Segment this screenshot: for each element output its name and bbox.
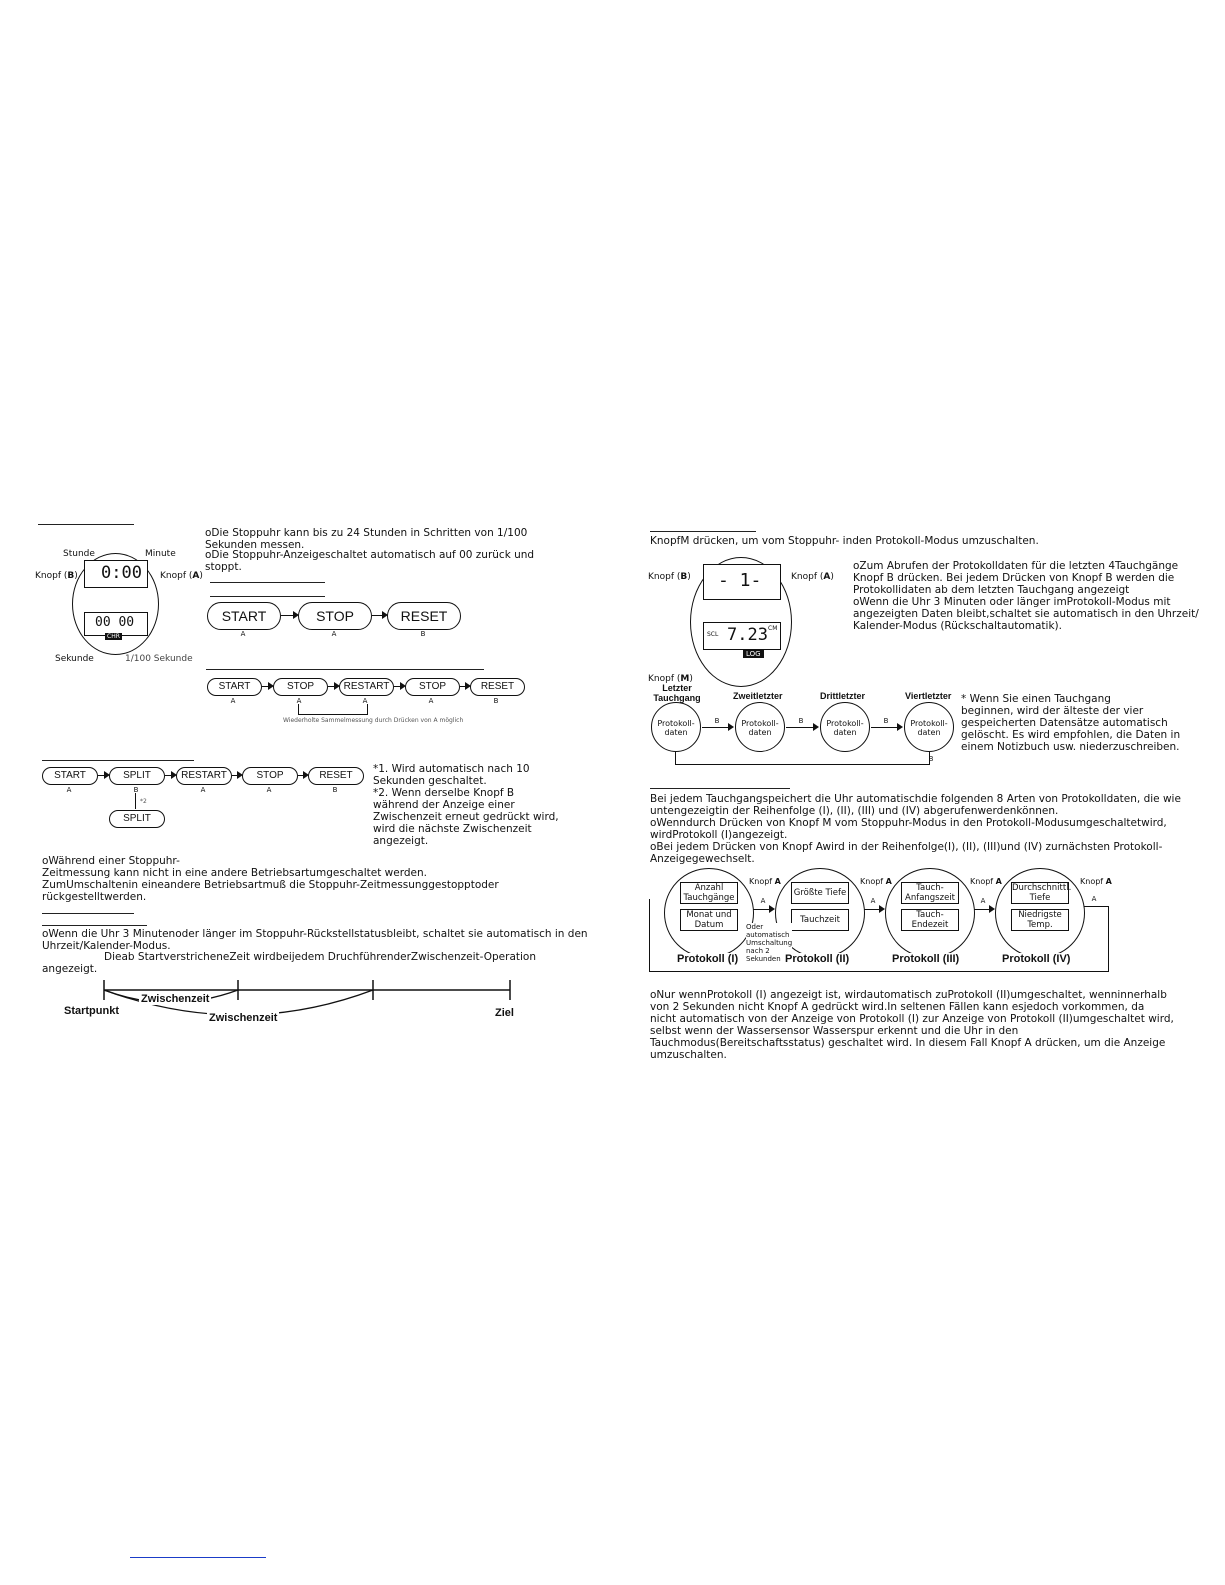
stop-step: STOP <box>405 678 460 696</box>
button-letter-a: A <box>760 897 766 905</box>
protocol-4-box1: Durchschnittl. Tiefe <box>1012 883 1072 903</box>
label-knopf-a: Knopf (A) <box>791 572 834 582</box>
protocol-1-box2: Monat und Datum <box>680 909 738 931</box>
flow-arrow <box>165 775 175 776</box>
start-step: START <box>42 767 98 785</box>
flow-arrow <box>871 727 901 728</box>
button-letter-a: A <box>870 897 876 905</box>
final-note: oNur wennProtokoll (I) angezeigt ist, wirdautomatisch zuProtokoll (II)umgeschaltet, wenninnerhalb von 2 Sekunden nicht Knopf A gedrückt wird.In seltenen Fällen kann esjedoch vorkommen, da nicht automatisch von der Anzeige von Protokoll (I) zur Anzeige von Protokoll (II)umgeschaltet wird, selbst wenn der Wassersensor Wasserspur erkennt und die Uhr in den Tauchmodus(Bereitschaftsstatus) geschaltet wird. In diesem Fall Knopf A drücken, um die Anzeige umzuschalten. <box>650 989 1174 1061</box>
button-letter-a: A <box>331 630 337 638</box>
stopwatch-diagram <box>30 540 205 670</box>
watch-display-bottom <box>84 612 148 640</box>
stop-step: STOP <box>273 678 328 696</box>
auto-switch-note: Oder automatisch Umschaltung nach 2 Sekunden <box>746 923 793 963</box>
protocol-return-right <box>1108 906 1109 971</box>
switch-text: KnopfM drücken, um vom Stoppuhr- inden Protokoll-Modus umzuschalten. <box>650 535 1039 547</box>
button-letter: A <box>230 697 236 705</box>
return-loop <box>675 752 930 765</box>
reset-button: RESET <box>387 602 461 630</box>
protocol-3-knopf: Knopf A <box>970 877 1002 886</box>
section-rule <box>650 531 756 532</box>
label-knopf-b: Knopf (B) <box>35 571 78 581</box>
flow-arrow <box>864 909 883 910</box>
display-top-value: 0:00 <box>101 563 142 583</box>
flow-arrow <box>98 775 108 776</box>
label-knopf-a: Knopf (A) <box>160 571 203 581</box>
reset-step: RESET <box>308 767 364 785</box>
repeat-loop <box>298 704 368 715</box>
button-letter-a: A <box>980 897 986 905</box>
section-rule <box>42 925 147 926</box>
protocol-3-box2: Tauch- Endezeit <box>901 909 959 931</box>
log-circle-1: Protokoll- daten <box>651 702 701 752</box>
protocol-4-box2: Niedrigste Temp. <box>1011 909 1069 931</box>
label-hundredth: 1/100 Sekunde <box>125 654 193 664</box>
stop-step: STOP <box>242 767 298 785</box>
mode-note: oWährend einer Stoppuhr- Zeitmessung kann nicht in eine andere Betriebsartumgeschaltet werden. ZumUmschaltenin eineandere Betriebsartmuß die Stoppuhr-Zeitmessunggestopptoder rückgestelltwerden. <box>42 855 499 903</box>
label-minute: Minute <box>145 549 176 559</box>
timeline-start: Startpunkt <box>64 1005 119 1017</box>
button-letter: A <box>362 697 368 705</box>
repeat-note: Wiederholte Sammelmessung durch Drücken von A möglich <box>283 717 464 724</box>
flow-arrow <box>281 615 297 616</box>
split-up-line <box>135 793 136 809</box>
auto-return-text: oWenn die Uhr 3 Minutenoder länger im Stoppuhr-Rückstellstatusbleibt, schaltet sie automatisch in den Uhrzeit/Kalender-Modus. <box>42 928 588 952</box>
section-rule <box>650 788 790 789</box>
protocol-1-box1: Anzahl Tauchgänge <box>680 882 738 904</box>
split-footnote: *1. Wird automatisch nach 10 Sekunden geschaltet. *2. Wenn derselbe Knopf B während der Anzeige einer Zwischenzeit erneut gedrückt wird, wird die nächste Zwischenzeit angezeigt. <box>373 763 559 847</box>
footer-link[interactable] <box>130 1557 266 1558</box>
header-third: Drittletzter <box>820 691 866 701</box>
log-badge: LOG <box>743 650 764 658</box>
log-watch-diagram <box>645 555 845 695</box>
section-rule <box>206 669 484 670</box>
flow-arrow <box>974 909 993 910</box>
protocol-2-label: Protokoll (II) <box>785 953 850 965</box>
watch-display-top <box>703 564 781 600</box>
protocol-1-knopf: Knopf A <box>749 877 781 886</box>
button-letter-b: B <box>928 755 934 763</box>
log-circle-2: Protokoll- daten <box>735 702 785 752</box>
log-circle-3: Protokoll- daten <box>820 702 870 752</box>
header-last: Letzter Tauchgang <box>653 683 701 703</box>
protocol-1-label: Protokoll (I) <box>677 953 739 965</box>
split-again-step: SPLIT <box>109 810 165 828</box>
start-step: START <box>207 678 262 696</box>
button-letter: A <box>66 786 72 794</box>
label-knopf-m: Knopf (M) <box>648 674 693 684</box>
button-letter: A <box>428 697 434 705</box>
protocol-2-box1: Größte Tiefe <box>791 882 849 904</box>
button-letter-b: B <box>714 717 720 725</box>
flow-arrow <box>328 686 338 687</box>
button-letter: B <box>133 786 139 794</box>
button-letter: A <box>266 786 272 794</box>
protocol-2-knopf: Knopf A <box>860 877 892 886</box>
restart-step: RESTART <box>339 678 394 696</box>
section-rule <box>42 760 194 761</box>
header-fourth: Viertletzter <box>905 691 952 701</box>
flow-arrow <box>702 727 732 728</box>
flow-line <box>1084 906 1108 907</box>
flow-arrow <box>786 727 817 728</box>
flow-arrow <box>298 775 307 776</box>
flow-arrow <box>262 686 272 687</box>
button-letter: A <box>200 786 206 794</box>
button-letter-b: B <box>883 717 889 725</box>
chr-badge: CHR <box>107 633 120 640</box>
section-rule <box>38 524 134 525</box>
label-second: Sekunde <box>55 654 94 664</box>
section-rule <box>210 582 325 583</box>
intro-text-2: oDie Stoppuhr-Anzeigeschaltet automatisch auf 00 zurück und stoppt. <box>205 549 535 573</box>
log-circle-4: Protokoll- daten <box>904 702 954 752</box>
button-letter-b: B <box>420 630 426 638</box>
restart-step: RESTART <box>176 767 232 785</box>
timeline-split-2: Zwischenzeit <box>209 1012 278 1024</box>
button-letter-a: A <box>1091 895 1097 903</box>
split-timeline <box>60 975 530 1030</box>
flow-arrow <box>372 615 386 616</box>
intro-text-1: oDie Stoppuhr kann bis zu 24 Stunden in Schritten von 1/100 Sekunden messen. <box>205 527 528 551</box>
split-description: Dieab StartverstricheneZeit wirdbeijedem DruchführenderZwischenzeit-Operation angezeigt. <box>42 951 536 975</box>
split-note-label: *2 <box>140 798 147 805</box>
section-rule <box>42 913 134 914</box>
scl-tag: SCL <box>707 631 719 638</box>
timeline-split-1: Zwischenzeit <box>141 993 210 1005</box>
display-top-value: - 1- <box>718 570 762 591</box>
label-knopf-b: Knopf (B) <box>648 572 691 582</box>
watch-display-bottom <box>703 622 781 650</box>
protocol-4-knopf: Knopf A <box>1080 877 1112 886</box>
protocol-4-label: Protokoll (IV) <box>1002 953 1071 965</box>
recall-text: oZum Abrufen der Protokolldaten für die letzten 4Tauchgänge Knopf B drücken. Bei jedem Drücken von Knopf B werden die Protokollidaten ab dem letzten Tauchgang angezeigt oWenn die Uhr 3 Minuten oder länger imProtokoll-Modus mit angezeigten Daten bleibt,schaltet sie automatisch in den Uhrzeit/ Kalender-Modus (Rückschaltautomatik). <box>853 560 1199 632</box>
cm-tag: CM <box>768 625 778 632</box>
flow-arrow <box>753 909 773 910</box>
button-letter-b: B <box>798 717 804 725</box>
protocol-3-box1: Tauch- Anfangszeit <box>901 882 959 904</box>
split-step: SPLIT <box>109 767 165 785</box>
watch-display-top <box>84 560 148 588</box>
display-bottom-value: 7.23 <box>727 625 768 645</box>
button-letter: B <box>493 697 499 705</box>
flow-arrow <box>232 775 241 776</box>
reset-step: RESET <box>470 678 525 696</box>
flow-arrow <box>460 686 469 687</box>
protocol-2-box2: Tauchzeit <box>791 909 849 931</box>
start-button: START <box>207 602 281 630</box>
button-letter: A <box>296 697 302 705</box>
button-letter-a: A <box>240 630 246 638</box>
section-rule <box>210 596 325 597</box>
header-second: Zweitletzter <box>733 691 783 701</box>
timeline-end: Ziel <box>495 1007 514 1019</box>
display-bottom-value: 00 00 <box>95 615 135 630</box>
log-intro: Bei jedem Tauchgangspeichert die Uhr automatischdie folgenden 8 Arten von Protokolldaten, die wie untengezeigtin der Reihenfolge (I), (II), (III) und (IV) abgerufenwerdenkönnen. oWenndurch Drücken von Knopf M vom Stoppuhr-Modus in den Protokoll-Modusumgeschaltetwird, wirdProtokoll (I)angezeigt. oBei jedem Drücken von Knopf Awird in der Reihenfolge(I), (II), (III)und (IV) zurnächsten Protokoll- Anzeigegewechselt. <box>650 793 1181 865</box>
stop-button: STOP <box>298 602 372 630</box>
dive-note: * Wenn Sie einen Tauchgang beginnen, wird der älteste der vier gespeicherten Datensätze automatisch gelöscht. Es wird empfohlen, die Daten in einem Notizbuch usw. niederzuschreiben. <box>961 693 1181 753</box>
button-letter: B <box>332 786 338 794</box>
flow-arrow <box>394 686 404 687</box>
protocol-3-label: Protokoll (III) <box>892 953 960 965</box>
label-hour: Stunde <box>63 549 95 559</box>
